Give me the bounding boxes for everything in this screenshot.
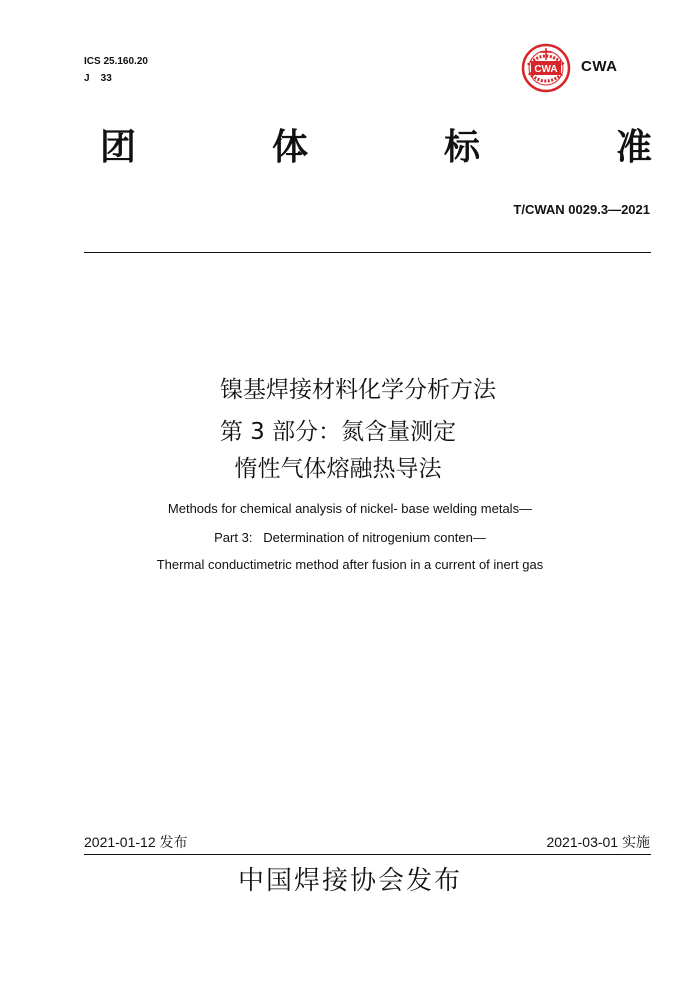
chinese-title-line-1: 镍基焊接材料化学分析方法 [220, 377, 496, 403]
ics-code: ICS 25.160.20 [84, 56, 148, 67]
chinese-title-line-2: 第 3 部分：氮含量测定 [219, 419, 457, 445]
english-title-line-2: Part 3: Determination of nitrogenium conten— [214, 530, 486, 545]
cwa-logo [520, 43, 650, 93]
implementation-date: 2021-03-01 实施 [546, 834, 650, 850]
ccs-code: J 33 [84, 73, 112, 84]
org-abbreviation: CWA [581, 58, 618, 75]
publish-date: 2021-01-12 发布 [84, 834, 188, 850]
english-title-line-3: Thermal conductimetric method after fusion in a current of inert gas [156, 557, 544, 572]
english-title-line-1: Methods for chemical analysis of nickel- base welding metals— [167, 501, 533, 516]
title-char: 体 [271, 127, 308, 168]
divider-bottom [84, 854, 651, 855]
document-type-title [100, 122, 652, 174]
divider-top [84, 252, 651, 253]
cwa-seal-icon [520, 43, 576, 93]
chinese-title-line-3: 惰性气体熔融热导法 [234, 456, 442, 482]
title-char: 标 [443, 127, 480, 168]
title-char: 团 [100, 127, 137, 168]
title-char: 准 [615, 127, 652, 168]
standard-number: T/CWAN 0029.3—2021 [513, 202, 650, 217]
publisher: 中国焊接协会发布 [237, 866, 462, 896]
logo-center-text: CWA [534, 64, 558, 75]
